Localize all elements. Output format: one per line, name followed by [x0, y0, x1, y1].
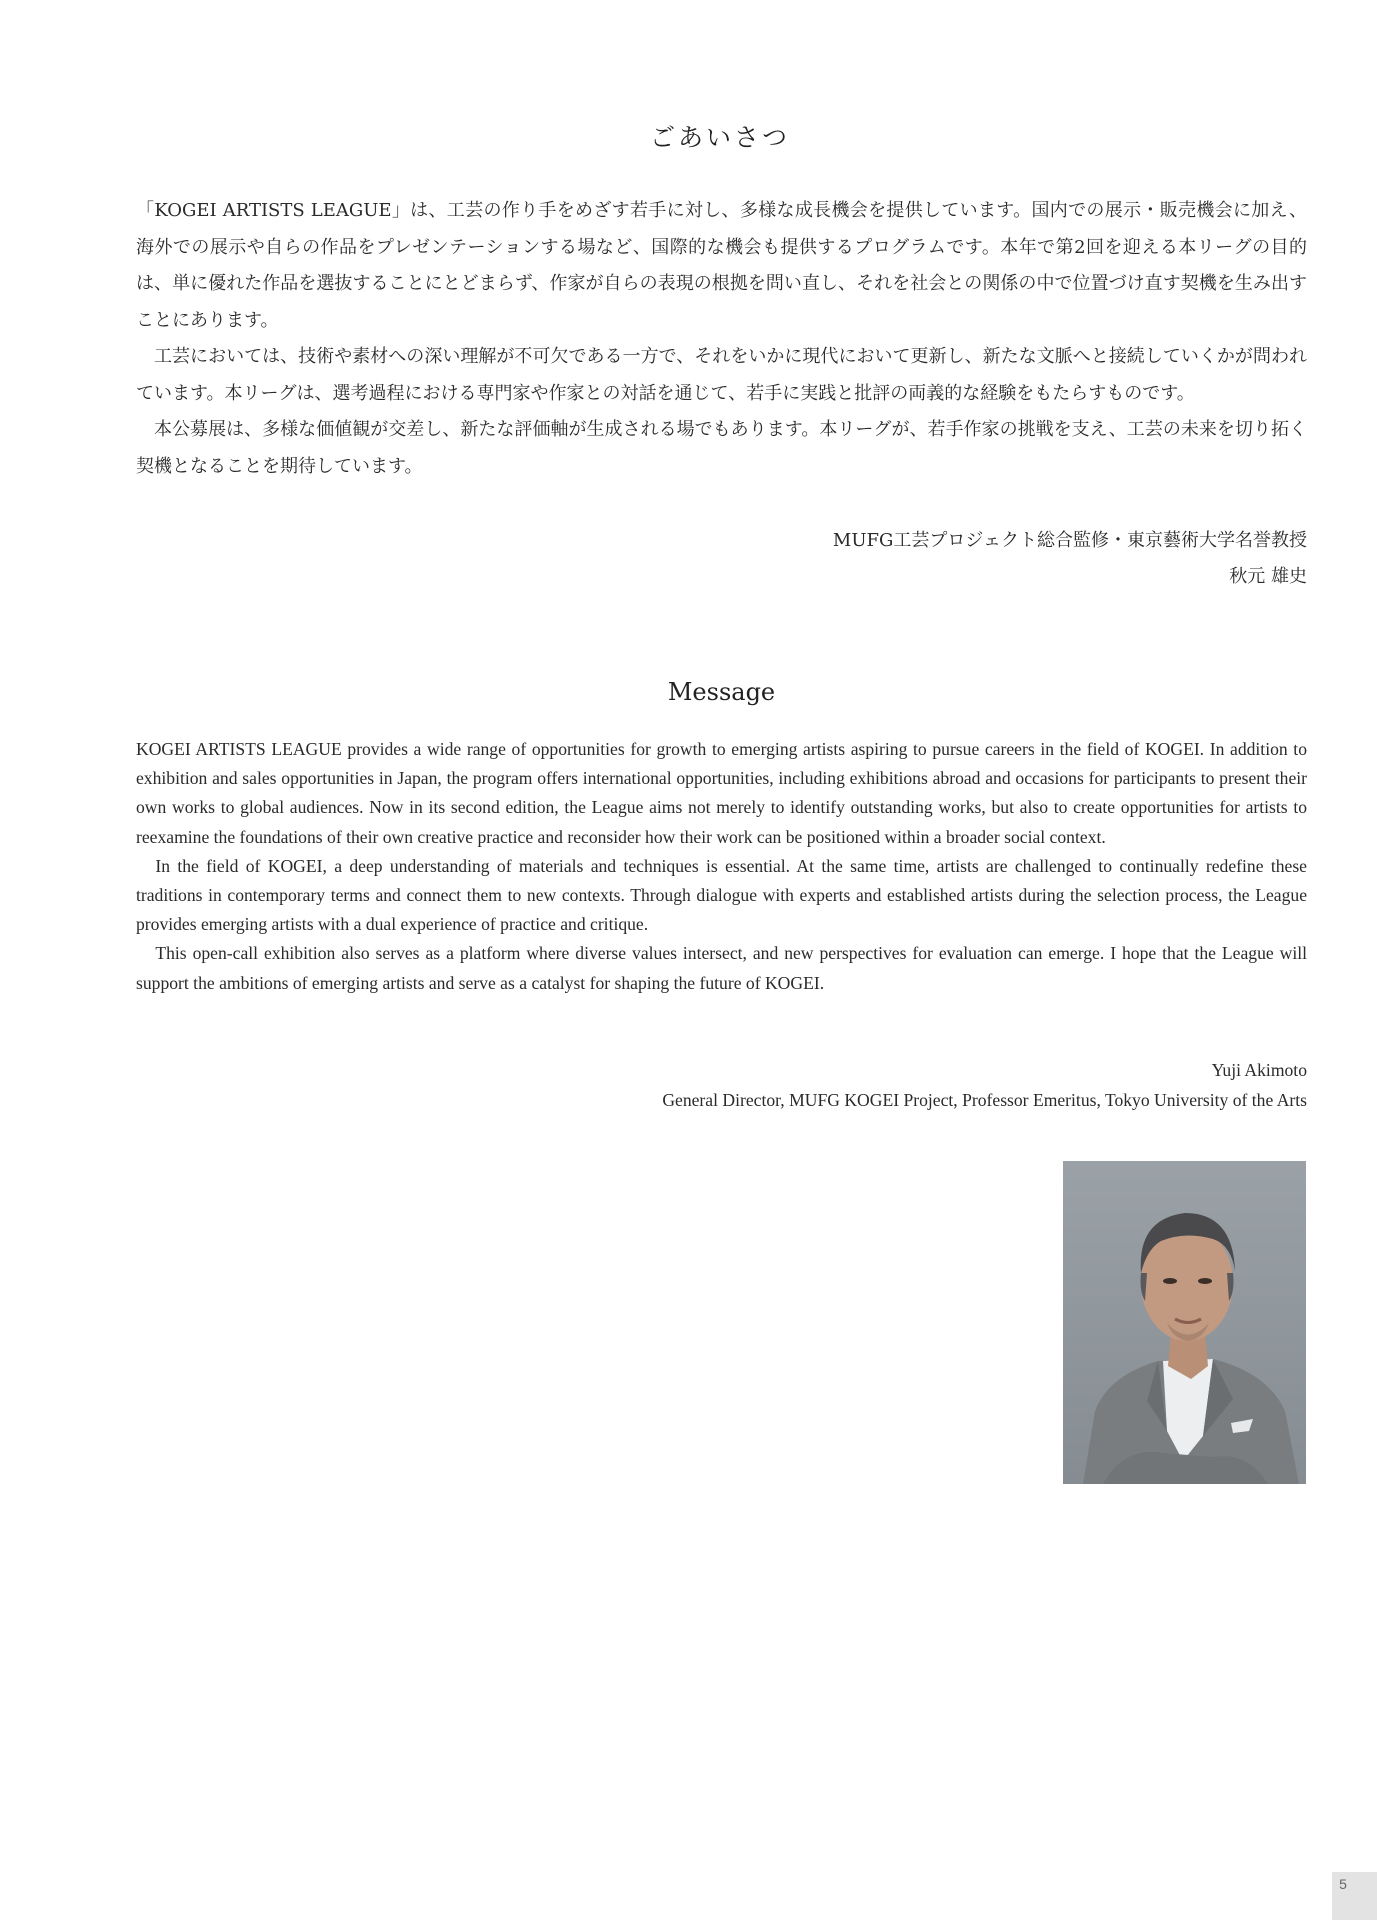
japanese-signature-name: 秋元 雄史	[1229, 566, 1307, 587]
english-paragraph: In the field of KOGEI, a deep understanding of materials and techniques is essential. At the same time, artists are challenged to continually redefine these traditions in contemporary terms and connect them to new contexts. Through dialogue with experts and established artists during the selection process, the League provides emerging artists with a dual experience of practice and critique.	[136, 855, 1307, 935]
page-number: 5	[1339, 1876, 1347, 1892]
english-body	[136, 735, 1307, 998]
japanese-paragraph: 「KOGEI ARTISTS LEAGUE」は、工芸の作り手をめざす若手に対し、多様な成長機会を提供しています。国内での展示・販売機会に加え、海外での展示や自らの作品をプレゼンテーションする場など、国際的な機会も提供するプログラムです。本年で第2回を迎える本リーグの目的は、単に優れた作品を選抜することにとどまらず、作家が自らの表現の根拠を問い直し、それを社会との関係の中で位置づけ直す契機を生み出すことにあります。	[136, 200, 1307, 331]
english-signature	[662, 1055, 1307, 1115]
japanese-title: ごあいさつ	[649, 123, 790, 152]
japanese-signature	[833, 523, 1307, 595]
japanese-body	[136, 193, 1307, 485]
english-signature-name: Yuji Akimoto	[1211, 1060, 1307, 1080]
japanese-signature-title: MUFG工芸プロジェクト総合監修・東京藝術大学名誉教授	[832, 530, 1307, 551]
portrait-photo	[1063, 1161, 1306, 1484]
japanese-paragraph: 本公募展は、多様な価値観が交差し、新たな評価軸が生成される場でもあります。本リーグが、若手作家の挑戦を支え、工芸の未来を切り拓く契機となることを期待しています。	[136, 419, 1307, 477]
english-paragraph: This open-call exhibition also serves as a platform where diverse values intersect, and new perspectives for evaluation can emerge. I hope that the League will support the ambitions of emerging artists and serve as a catalyst for shaping the future of KOGEI.	[136, 943, 1307, 993]
portrait-illustration	[1063, 1161, 1306, 1484]
english-paragraph: KOGEI ARTISTS LEAGUE provides a wide range of opportunities for growth to emerging artists aspiring to pursue careers in the field of KOGEI. In addition to exhibition and sales opportunities in Japan, the program offers international opportunities, including exhibitions abroad and occasions for participants to present their own works to global audiences. Now in its second edition, the League aims not merely to identify outstanding works, but also to create opportunities for artists to reexamine the foundations of their own creative practice and reconsider how their work can be positioned within a broader social context.	[136, 739, 1307, 847]
english-signature-title: General Director, MUFG KOGEI Project, Professor Emeritus, Tokyo University of the Arts	[662, 1090, 1307, 1110]
japanese-paragraph: 工芸においては、技術や素材への深い理解が不可欠である一方で、それをいかに現代において更新し、新たな文脈へと接続していくかが問われています。本リーグは、選考過程における専門家や作家との対話を通じて、若手に実践と批評の両義的な経験をもたらすものです。	[136, 346, 1307, 404]
english-title: Message	[667, 678, 776, 706]
